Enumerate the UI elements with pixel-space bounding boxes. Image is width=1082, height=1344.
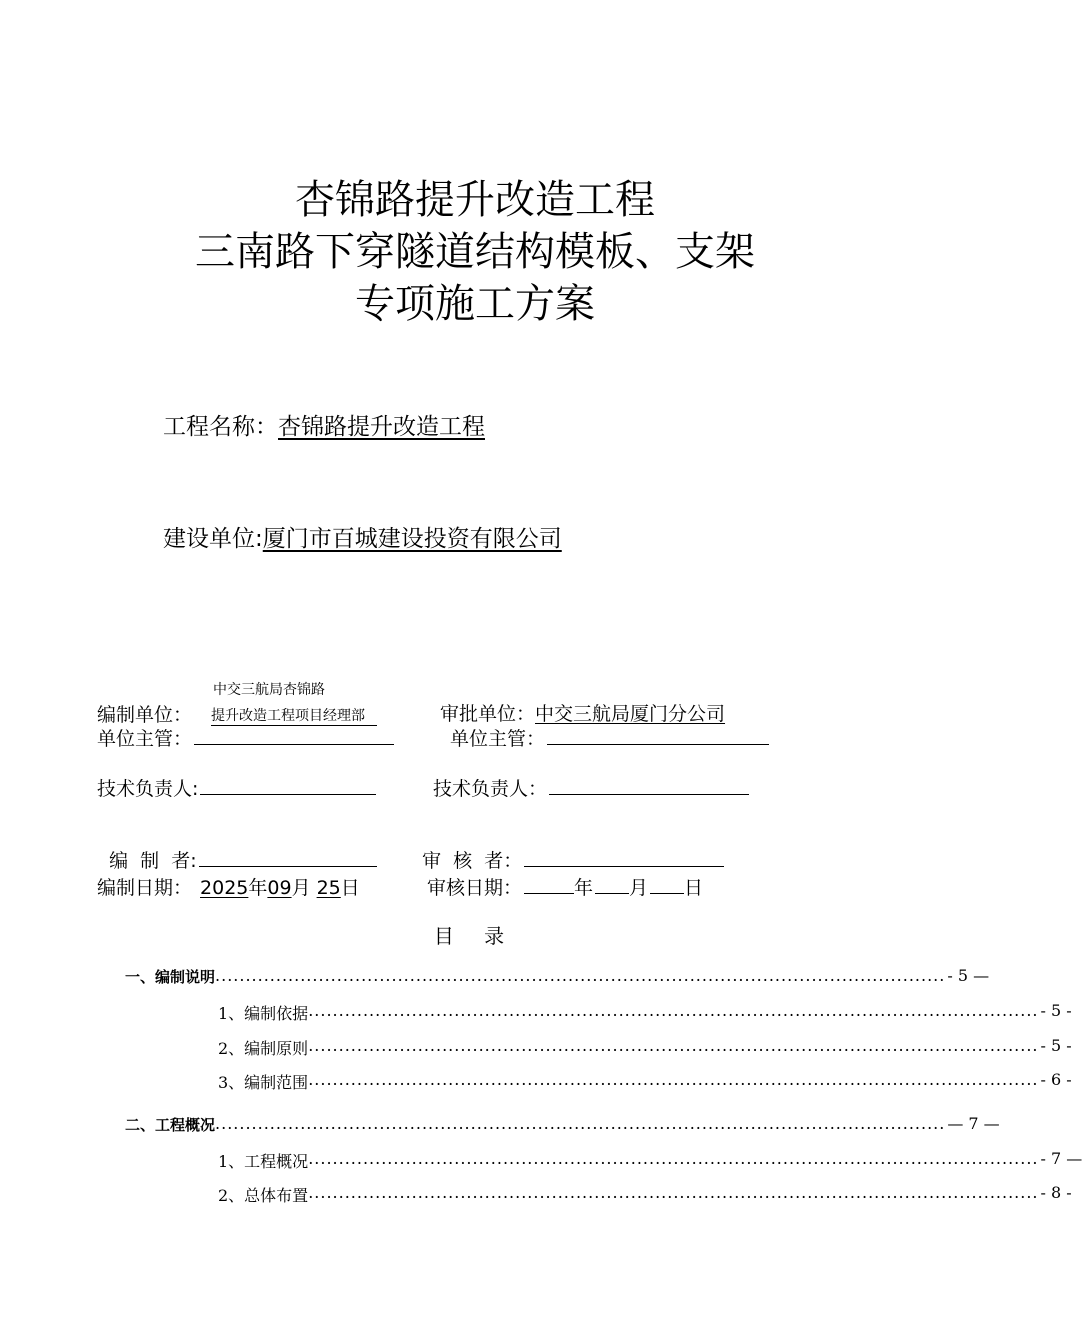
right-tech-row	[433, 774, 749, 801]
left-supervisor-row	[97, 724, 394, 751]
toc-item[interactable]	[125, 1114, 1000, 1135]
builder-row	[163, 520, 562, 553]
builder-label: 建设单位:	[163, 526, 263, 552]
toc-leader: ........................................................................................................................	[308, 1149, 1039, 1168]
toc-item-label: 2、编制原则	[218, 1039, 309, 1058]
toc-item-label: 1、工程概况	[218, 1152, 309, 1171]
compile-date-day: 25	[316, 877, 341, 899]
left-tech-row	[97, 774, 376, 801]
approve-unit-value: 中交三航局厦门分公司	[535, 703, 726, 725]
toc-item[interactable]	[125, 966, 990, 987]
review-date-month-blank	[595, 892, 629, 894]
toc-title: 目 录	[433, 924, 517, 948]
toc-item[interactable]	[218, 1036, 1072, 1059]
toc-item-page: - 6 -	[1040, 1070, 1072, 1089]
toc-item-page: - 8 -	[1040, 1183, 1072, 1202]
compiler-row	[97, 824, 377, 873]
toc-leader: ........................................................................................................................	[308, 1070, 1039, 1089]
left-supervisor-blank	[194, 743, 394, 745]
compile-unit-label: 编制单位：	[97, 704, 193, 726]
left-supervisor-label: 单位主管：	[97, 728, 193, 750]
project-name-value: 杏锦路提升改造工程	[278, 414, 485, 440]
compile-date-month-unit: 月	[291, 877, 311, 899]
compile-date-month: 09	[267, 877, 292, 899]
review-date-label: 审核日期：	[427, 877, 523, 899]
reviewer-row	[410, 824, 724, 873]
left-tech-label: 技术负责人:	[97, 778, 199, 800]
project-name-label: 工程名称：	[163, 414, 278, 440]
toc-item[interactable]	[218, 1183, 1072, 1206]
toc-leader: ........................................................................................................................	[215, 966, 946, 985]
review-date-month-unit: 月	[629, 877, 649, 899]
toc-leader: ........................................................................................................................	[308, 1183, 1039, 1202]
toc-leader: ........................................................................................................................	[215, 1114, 946, 1133]
toc-item[interactable]	[218, 1149, 1082, 1172]
toc-item-label: 2、总体布置	[218, 1186, 309, 1205]
review-date-row	[427, 873, 703, 900]
compiler-blank	[199, 865, 377, 867]
compile-unit-row	[97, 700, 192, 727]
review-date-day-unit: 日	[684, 877, 704, 899]
toc-item-page: — 7 —	[947, 1114, 1000, 1133]
toc-item-label: 一、编制说明	[125, 968, 216, 986]
builder-value: 厦门市百城建设投资有限公司	[262, 526, 562, 552]
toc-item-page: - 5 -	[1040, 1036, 1072, 1055]
title-line-1: 杏锦路提升改造工程	[295, 177, 655, 223]
compile-date-row	[97, 873, 360, 900]
review-date-year-unit: 年	[574, 877, 594, 899]
review-date-day-blank	[650, 892, 684, 894]
review-date-year-blank	[524, 892, 574, 894]
right-supervisor-label: 单位主管：	[450, 728, 546, 750]
left-tech-blank	[200, 793, 376, 795]
toc-leader: ........................................................................................................................	[308, 1001, 1039, 1020]
compile-date-year-unit: 年	[248, 877, 268, 899]
toc-item-page: - 5 -	[1040, 1001, 1072, 1020]
toc-item[interactable]	[218, 1001, 1072, 1024]
compiler-label: 编 制 者:	[109, 850, 197, 872]
right-tech-blank	[549, 793, 749, 795]
reviewer-label: 审 核 者：	[422, 850, 523, 872]
toc-item-label: 1、编制依据	[218, 1004, 309, 1023]
compile-date-day-unit: 日	[340, 877, 360, 899]
toc-item-page: - 7 —	[1040, 1149, 1082, 1168]
compile-unit-line-2: 提升改造工程项目经理部	[211, 705, 377, 726]
approve-unit-row	[440, 699, 725, 726]
approve-unit-label: 审批单位：	[440, 703, 536, 725]
project-name-row	[163, 408, 485, 441]
right-tech-label: 技术负责人：	[433, 778, 548, 800]
toc-leader: ........................................................................................................................	[308, 1036, 1039, 1055]
compile-date-label: 编制日期：	[97, 877, 193, 899]
toc-item[interactable]	[218, 1070, 1072, 1093]
right-supervisor-blank	[547, 743, 769, 745]
compile-unit-line-1: 中交三航局杏锦路	[213, 682, 325, 698]
reviewer-blank	[524, 865, 724, 867]
title-line-2: 三南路下穿隧道结构模板、支架	[195, 229, 755, 275]
compile-date-year: 2025	[200, 877, 249, 899]
right-supervisor-row	[450, 724, 769, 751]
toc-item-page: - 5 —	[947, 966, 990, 985]
title-line-3: 专项施工方案	[355, 281, 595, 327]
toc-item-label: 3、编制范围	[218, 1073, 309, 1092]
toc-item-label: 二、工程概况	[125, 1116, 216, 1134]
